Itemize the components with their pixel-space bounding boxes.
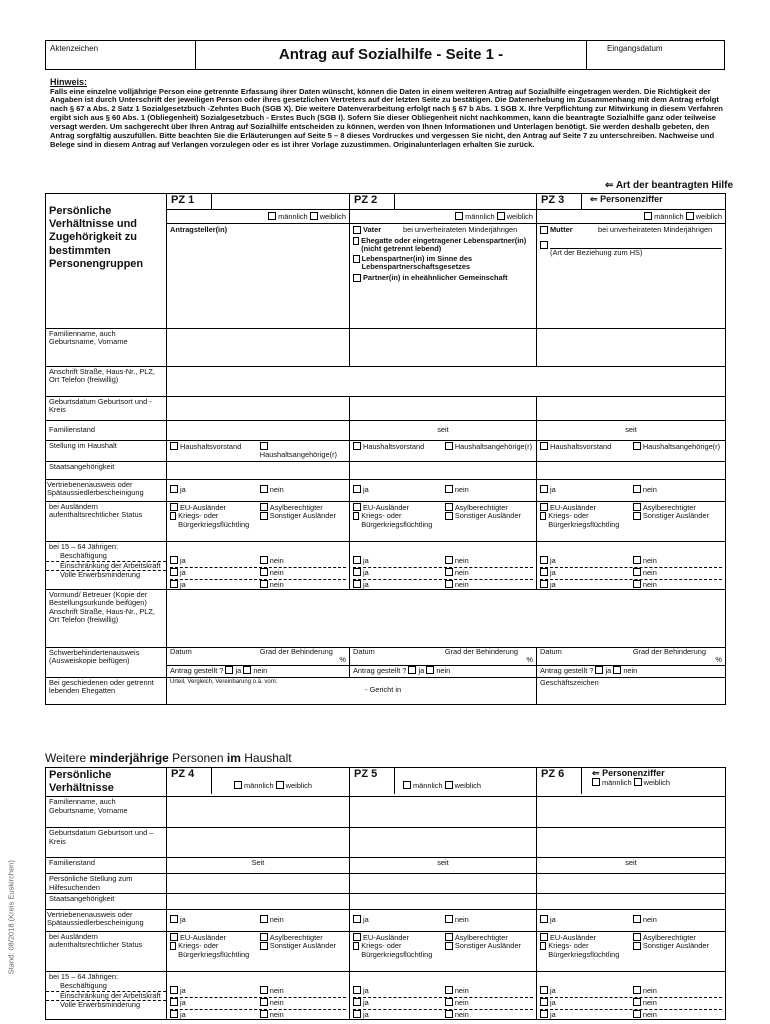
pz2-krieg-checkbox[interactable] [353,512,359,520]
pz5-einschr-nein-checkbox[interactable] [445,998,453,1006]
pz6-asyl-checkbox[interactable] [633,933,641,941]
pz3-krieg-checkbox[interactable] [540,512,546,520]
vater-checkbox[interactable] [353,226,361,234]
pz6-stellung-field[interactable] [537,874,726,894]
pz5-krieg-checkbox[interactable] [353,942,359,950]
notice-heading: Hinweis: [50,77,88,87]
eingangsdatum-field[interactable] [586,41,724,69]
pz4-erwerb-nein-checkbox[interactable] [260,1010,268,1018]
pz3-sonst-checkbox[interactable] [633,512,641,520]
pz3-male-checkbox[interactable] [644,212,652,220]
pz2-einschr-nein-checkbox[interactable] [445,568,453,576]
pz5-familienstand-field[interactable]: seit [350,858,537,874]
row-vertriebenen: Vertriebenenausweis oder Spätaussiedlerbescheinigung [46,480,167,502]
pz4-vertr-nein-checkbox[interactable] [260,915,268,923]
pz4-stellung-field[interactable] [167,874,350,894]
pz6-geburtsdatum-field[interactable] [537,828,726,858]
header-box [45,40,725,70]
pz1-sonst-checkbox[interactable] [260,512,268,520]
pz2-familienstand-field[interactable]: seit [350,421,537,441]
pz3-asyl-checkbox[interactable] [633,503,641,511]
pz1-female-checkbox[interactable] [310,212,318,220]
mutter-checkbox[interactable] [540,226,548,234]
pz4-sonst-checkbox[interactable] [260,942,268,950]
pz1-antrag-nein-checkbox[interactable] [243,666,251,674]
row2-auslaender: bei Ausländern aufenthaltsrechtlicher Status [46,931,167,971]
pz2-erwerb-ja-checkbox[interactable] [353,580,361,588]
row2-stellung: Persönliche Stellung zum Hilfesuchenden [46,874,167,894]
pz1-antrag-ja-checkbox[interactable] [225,666,233,674]
pz1-krieg-checkbox[interactable] [170,512,176,520]
lebenspartner-checkbox[interactable] [353,255,360,263]
pz4-familienname-field[interactable] [167,797,350,828]
arrow-left-icon: ⇐ [605,180,614,191]
pz4-krieg-checkbox[interactable] [170,942,176,950]
pz3-angeh-checkbox[interactable] [633,442,641,450]
pz4-eu-checkbox[interactable] [170,933,178,941]
pz3-vorstand-checkbox[interactable] [540,442,548,450]
row2-familienstand: Familienstand [46,858,167,874]
pz3-erwerb-nein-checkbox[interactable] [633,580,641,588]
pz6-besch-nein-checkbox[interactable] [633,986,641,994]
pz2-antrag-ja-checkbox[interactable] [408,666,416,674]
pz5-besch-ja-checkbox[interactable] [353,986,361,994]
anschrift-field[interactable] [167,367,726,397]
eingangsdatum-label: Eingangsdatum [607,44,663,53]
pz2-staatsang-field[interactable] [350,462,537,480]
pz1-erwerb-nein-checkbox[interactable] [260,580,268,588]
pz4-erwerb-ja-checkbox[interactable] [170,1010,178,1018]
section2-heading: Weitere minderjährige Personen im Haushalt [45,751,292,765]
pz2-einschr-ja-checkbox[interactable] [353,568,361,576]
pz6-eu-checkbox[interactable] [540,933,548,941]
pz2-angeh-checkbox[interactable] [445,442,453,450]
pz5-asyl-checkbox[interactable] [445,933,453,941]
pz6-besch-ja-checkbox[interactable] [540,986,548,994]
pz6-sonst-checkbox[interactable] [633,942,641,950]
group2-label-cell: Persönliche Verhältnisse [46,768,167,797]
notice-text: Falls eine einzelne volljährige Person eine getrennte Erfassung ihrer Daten wünscht, können die Daten in einem weiteren Antrag auf Sozialhilfe eingetragen werden. Die Richtigkeit der Angaben ist durch Unterschrift der jeweiligen Person oder ihres gesetzlichen Vertreters auf der letzten Seite zu bestätigen. Die Datenerhebung im Zusammenhang mit dem Antrag erfolgt nach § 67 a Abs. 2 Satz 1 Sozialgesetzbuch -Zehntes Buch (SGB X). Die weitere Datenverarbeitung erfolgt nach § 67 b Abs. 1 SGB X. Ihre Verpflichtung zur Mitwirkung in diesem Verfahren ergibt sich aus § 60 Abs. 1 (Obliegenheit) Sozialgesetzbuch - Erstes Buch (SGB I). Sofern Sie dieser Obliegenheit nicht nachkommen, kann die beantragte Sozialhilfe ganz oder teilweise versagt werden. Um sachgerecht über Ihren Antrag auf Sozialhilfe entscheiden zu können, werden von Ihnen Informationen und Unterlagen benötigt. Sie werden deshalb gebeten, den Antrag sorgfältig auszufüllen. Bitte beachten Sie die Erläuterungen auf Seite 5 – 8 dieses Vordruckes und vergessen Sie nicht, den Antrag auf Seite 7 zu unterschreiben. Nachweise und Belege sind in diesem Antrag auf Verlangen vorzulegen oder es ist ihrer Vorlage zuzustimmen. Originalunterlagen erhalten Sie zurück. [50,86,723,149]
pz4-female-checkbox[interactable] [276,781,284,789]
pz6-male-checkbox[interactable] [592,778,600,786]
pz4-besch-nein-checkbox[interactable] [260,986,268,994]
pz2-vertr-nein-checkbox[interactable] [445,485,453,493]
row-erwerb: bei 15 – 64 Jährigen: Beschäftigung Einschränkung der Arbeitskraft Volle Erwerbsminderung [46,542,167,590]
pz5-female-checkbox[interactable] [445,781,453,789]
pz4-label: PZ 4 [167,768,212,794]
pz6-einschr-nein-checkbox[interactable] [633,998,641,1006]
pz1-staatsang-field[interactable] [167,462,350,480]
pz5-label: PZ 5 [350,768,395,794]
pz1-cell: PZ 1 männlich weiblich Antragsteller(in) [167,194,350,329]
pz5-male-checkbox[interactable] [403,781,411,789]
group-label-cell: Persönliche Verhältnisse und Zugehörigkeit zu bestimmten Personengruppen [46,194,167,329]
row-schwerbeh: Schwerbehindertenausweis (Ausweiskopie beifügen) [46,648,167,678]
pz5-stellung-field[interactable] [350,874,537,894]
pz1-erwerb-ja-checkbox[interactable] [170,580,178,588]
pz5-einschr-ja-checkbox[interactable] [353,998,361,1006]
pz4-geburtsdatum-field[interactable] [167,828,350,858]
pz4-staatsang-field[interactable] [167,893,350,909]
pz4-asyl-checkbox[interactable] [260,933,268,941]
pz1-vertr-nein-checkbox[interactable] [260,485,268,493]
pz3-vertr-nein-checkbox[interactable] [633,485,641,493]
pz3-besch-ja-checkbox[interactable] [540,556,548,564]
pz4-vertr-ja-checkbox[interactable] [170,915,178,923]
pz3-erwerb-ja-checkbox[interactable] [540,580,548,588]
geschaeftszeichen-field[interactable]: Geschäftszeichen [537,678,726,705]
row-anschrift: Anschrift Straße, Haus-Nr., PLZ, Ort Telefon (freiwillig) [46,367,167,397]
row2-staatsang: Staatsangehörigkeit [46,893,167,909]
pz6-staatsang-field[interactable] [537,893,726,909]
pz6-einschr-ja-checkbox[interactable] [540,998,548,1006]
pz3-geburtsdatum-field[interactable] [537,397,726,421]
pz2-antrag-nein-checkbox[interactable] [426,666,434,674]
page-title: Antrag auf Sozialhilfe - Seite 1 - [278,46,504,63]
section1-table: Persönliche Verhältnisse und Zugehörigkeit zu bestimmten Personengruppen PZ 1 männlich weiblich Antragsteller(in) PZ 2 männlich weiblich Vater bei unverheirateten Minderjährigen Ehegatte oder eingetragener Lebenspartner(in) (nicht getrennt lebend) Lebenspartner(in) im Sinne des Lebenspartnerschaftsgesetzes Partner(in) in eheähnlicher Gemeinschaft PZ 3 ⇐ Personenziffer männlich weiblich Mutter bei unverheirateten Minderjährigen (Art der Beziehung zum HS) Familienname, auch Geburtsname, Vorname Anschrift Straße, Haus-Nr., PLZ, Ort Telefon (freiwillig) Geburtsdatum Geburtsort und -Kreis Familienstand seit seit Stellung im Haushalt Haushaltsvorstand Haushaltsangehörige(r) Haushaltsvorstand Haushaltsangehörige(r) Haushaltsvorstand Haushaltsangehörige(r) Staatsangehörigkeit Vertriebenenausweis oder Spätaussiedlerbescheinigung ja nein ja nein ja nein bei Ausländern aufenthaltsrechtlicher Status EU-Ausländer Kriegs- oder Bürgerkriegsflüchtling Asylberechtigter Sonstiger Ausländer EU-Ausländer Kriegs- oder Bürgerkriegsflüchtling Asylberechtigter Sonstiger Ausländer EU-Ausländer Kriegs- oder Bürgerkriegsflüchtling Asylberechtigter Sonstiger Ausländer bei 15 – 64 Jährigen: Beschäftigung Einschränkung der Arbeitskraft Volle Erwerbsminderung ja nein ja nein ja nein ja nein ja nein ja nein ja nein ja nein ja nein Vormund/ Betreuer (Kopie der Bestellungsurkunde beifügen) Anschrift Straße, Haus-Nr., PLZ, Ort Telefon (freiwillig) Schwerbehindertenausweis (Ausweiskopie beifügen) Datum Grad der Behinderung % Antrag gestellt ? ja nein Datum Grad der Behinderung % Antrag gestellt ? ja nein Datum Grad der Behinderung % Antrag gestellt ? ja nein Bei geschiedenen oder getrennt lebenden Ehegatten Urteil, Vergleich, Vereinbarung o.ä. vom: - Gericht in Geschäftszeichen [45,193,726,705]
row2-erwerb: bei 15 – 64 Jährigen: Beschäftigung Einschränkung der Arbeitskraft Volle Erwerbsminderung [46,971,167,1019]
pz5-besch-nein-checkbox[interactable] [445,986,453,994]
pz5-erwerb-ja-checkbox[interactable] [353,1010,361,1018]
pz4-besch-ja-checkbox[interactable] [170,986,178,994]
pz5-sonst-checkbox[interactable] [445,942,453,950]
partner-checkbox[interactable] [353,274,361,282]
pz2-vertr-ja-checkbox[interactable] [353,485,361,493]
pz2-erwerb-nein-checkbox[interactable] [445,580,453,588]
gericht-field[interactable]: Urteil, Vergleich, Vereinbarung o.ä. vom: - Gericht in [167,678,537,705]
pz1-male-checkbox[interactable] [268,212,276,220]
pz4-einschr-nein-checkbox[interactable] [260,998,268,1006]
pz6-familienname-field[interactable] [537,797,726,828]
pz1-vertr-ja-checkbox[interactable] [170,485,178,493]
pz2-vorstand-checkbox[interactable] [353,442,361,450]
version-sidebar: Stand: 08/2018 (Kreis Euskirchen) [6,860,16,975]
vormund-field[interactable] [167,590,726,648]
pz2-besch-ja-checkbox[interactable] [353,556,361,564]
pz6-krieg-checkbox[interactable] [540,942,546,950]
row-familienstand: Familienstand [46,421,167,441]
pz5-vertr-nein-checkbox[interactable] [445,915,453,923]
row-stellung: Stellung im Haushalt [46,441,167,462]
pz1-geburtsdatum-field[interactable] [167,397,350,421]
pz5-erwerb-nein-checkbox[interactable] [445,1010,453,1018]
pz3-einschr-nein-checkbox[interactable] [633,568,641,576]
pz3-einschr-ja-checkbox[interactable] [540,568,548,576]
pz6-female-checkbox[interactable] [634,778,642,786]
pz2-sonst-checkbox[interactable] [445,512,453,520]
pz2-cell: PZ 2 männlich weiblich Vater bei unverheirateten Minderjährigen Ehegatte oder eingetragener Lebenspartner(in) (nicht getrennt lebend) Lebenspartner(in) im Sinne des Lebenspartnerschaftsgesetzes Partner(in) in eheähnlicher Gemeinschaft [350,194,537,329]
pz3-familienname-field[interactable] [537,329,726,367]
pz2-geburtsdatum-field[interactable] [350,397,537,421]
arrow-left-icon: ⇐ [590,194,598,204]
pz6-vertr-ja-checkbox[interactable] [540,915,548,923]
pz3-female-checkbox[interactable] [686,212,694,220]
pz5-geburtsdatum-field[interactable] [350,828,537,858]
pz3-familienstand-field[interactable]: seit [537,421,726,441]
pz6-erwerb-ja-checkbox[interactable] [540,1010,548,1018]
pz2-familienname-field[interactable] [350,329,537,367]
pz6-vertr-nein-checkbox[interactable] [633,915,641,923]
pz5-staatsang-field[interactable] [350,893,537,909]
row2-familienname: Familienname, auch Geburtsname, Vorname [46,797,167,828]
pz1-angeh-checkbox[interactable] [260,442,268,450]
pz1-einschr-nein-checkbox[interactable] [260,568,268,576]
pz1-eu-checkbox[interactable] [170,503,178,511]
pz1-einschr-ja-checkbox[interactable] [170,568,178,576]
pz5-vertr-ja-checkbox[interactable] [353,915,361,923]
row-geschieden: Bei geschiedenen oder getrennt lebenden Ehegatten [46,678,167,705]
pz1-asyl-checkbox[interactable] [260,503,268,511]
row2-vertriebenen: Vertriebenenausweis oder Spätaussiedlerbescheinigung [46,909,167,931]
ehegatte-checkbox[interactable] [353,237,359,245]
pz2-eu-checkbox[interactable] [353,503,361,511]
pz4-male-checkbox[interactable] [234,781,242,789]
pz6-erwerb-nein-checkbox[interactable] [633,1010,641,1018]
pz3-antrag-nein-checkbox[interactable] [613,666,621,674]
pz4-einschr-ja-checkbox[interactable] [170,998,178,1006]
pz3-cell: PZ 3 ⇐ Personenziffer männlich weiblich Mutter bei unverheirateten Minderjährigen (Art der Beziehung zum HS) [537,194,726,329]
pz2-besch-nein-checkbox[interactable] [445,556,453,564]
pz1-besch-nein-checkbox[interactable] [260,556,268,564]
art-hilfe-label: ⇐ Art der beantragten Hilfe [605,180,734,191]
pz3-vertr-ja-checkbox[interactable] [540,485,548,493]
pz2-asyl-checkbox[interactable] [445,503,453,511]
pz1-familienstand-field[interactable] [167,421,350,441]
pz2-male-checkbox[interactable] [455,212,463,220]
pz3-eu-checkbox[interactable] [540,503,548,511]
pz5-eu-checkbox[interactable] [353,933,361,941]
pz1-vorstand-checkbox[interactable] [170,442,178,450]
aktenzeichen-label: Aktenzeichen [50,44,99,53]
pz6-label: PZ 6 [537,768,582,794]
row2-geburtsdatum: Geburtsdatum Geburtsort und –Kreis [46,828,167,858]
row-staatsang: Staatsangehörigkeit [46,462,167,480]
pz6-familienstand-field[interactable]: seit [537,858,726,874]
row-vormund: Vormund/ Betreuer (Kopie der Bestellungsurkunde beifügen) Anschrift Straße, Haus-Nr., PLZ, Ort Telefon (freiwillig) [46,590,167,648]
section2-table: Persönliche Verhältnisse PZ 4 männlich weiblich PZ 5 männlich weiblich PZ 6 ⇐ Personenziffer männlich weiblich Familienname, auch Geburtsname, Vorname Geburtsdatum Geburtsort und –Kreis Familienstand Seit seit seit Persönliche Stellung zum Hilfesuchenden Staatsangehörigkeit Vertriebenenausweis oder Spätaussiedlerbescheinigung ja nein ja nein ja nein bei Ausländern aufenthaltsrechtlicher Status EU-Ausländer Kriegs- oder Bürgerkriegsflüchtling Asylberechtigter Sonstiger Ausländer EU-Ausländer Kriegs- oder Bürgerkriegsflüchtling Asylberechtigter Sonstiger Ausländer EU-Ausländer Kriegs- oder Bürgerkriegsflüchtling Asylberechtigter Sonstiger Ausländer bei 15 – 64 Jährigen: Beschäftigung Einschränkung der Arbeitskraft Volle Erwerbsminderung ja nein ja nein ja nein ja nein ja nein ja nein ja nein ja nein ja nein [45,767,726,1020]
pz1-familienname-field[interactable] [167,329,350,367]
pz4-familienstand-field[interactable]: Seit [167,858,350,874]
row-geburtsdatum: Geburtsdatum Geburtsort und -Kreis [46,397,167,421]
pz2-female-checkbox[interactable] [497,212,505,220]
row-familienname: Familienname, auch Geburtsname, Vorname [46,329,167,367]
aktenzeichen-field[interactable] [46,41,196,69]
row-auslaender: bei Ausländern aufenthaltsrechtlicher Status [46,502,167,542]
pz3-staatsang-field[interactable] [537,462,726,480]
pz3-antrag-ja-checkbox[interactable] [595,666,603,674]
pz1-label: PZ 1 [167,194,212,209]
pz5-familienname-field[interactable] [350,797,537,828]
pz1-besch-ja-checkbox[interactable] [170,556,178,564]
notice-block [50,77,730,150]
antragsteller-label: Antragsteller(in) [167,223,349,236]
pz3-label: PZ 3 [537,194,582,209]
beziehung-checkbox[interactable] [540,241,548,249]
pz3-besch-nein-checkbox[interactable] [633,556,641,564]
pz2-label: PZ 2 [350,194,395,209]
arrow-left-icon: ⇐ [592,768,600,778]
